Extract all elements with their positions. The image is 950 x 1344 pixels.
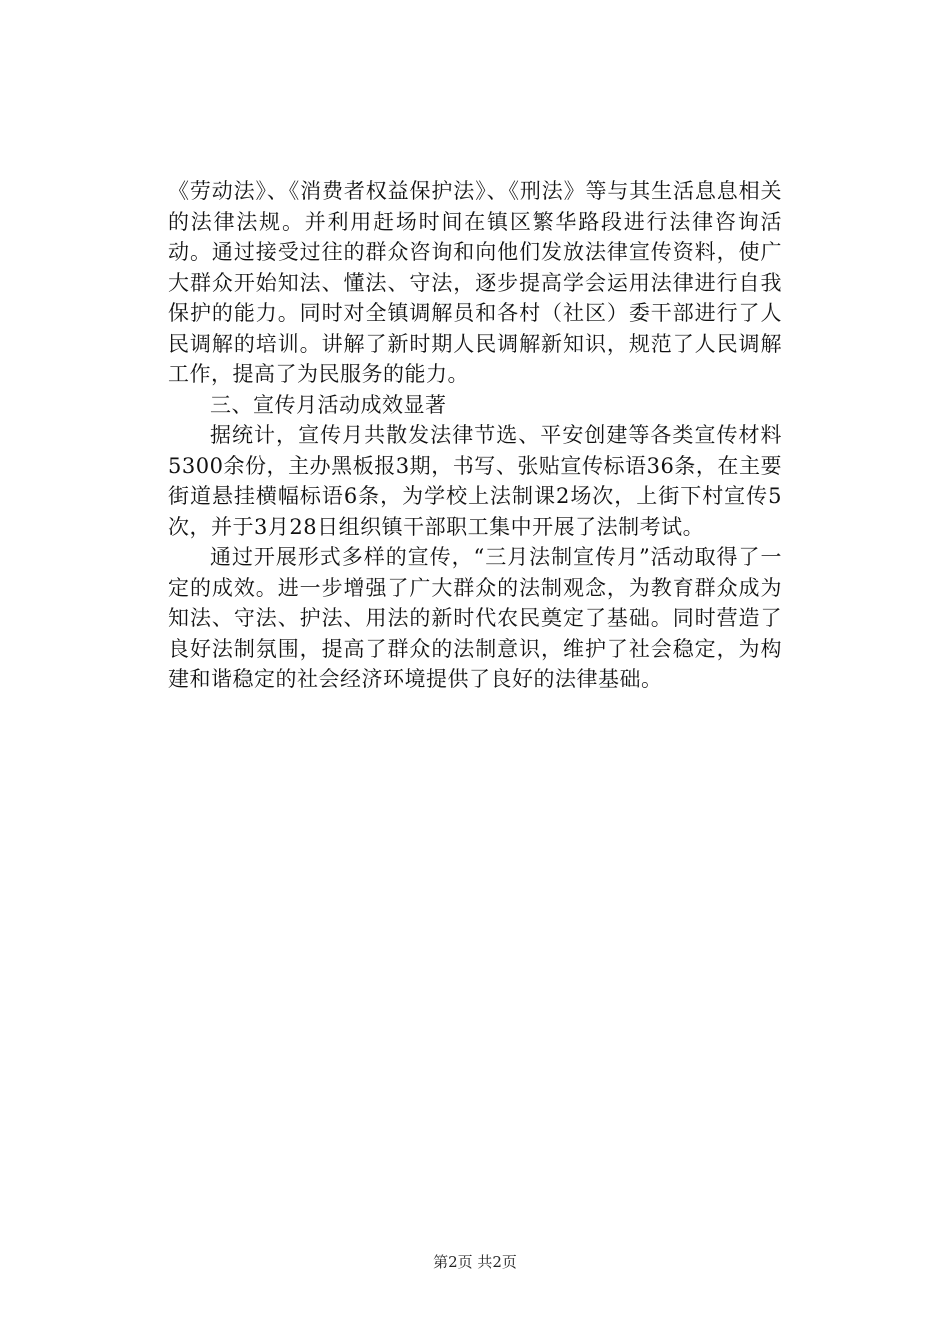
paragraph-statistics: 据统计，宣传月共散发法律节选、平安创建等各类宣传材料5300余份，主办黑板报3期，书写、张贴宣传标语36条，在主要街道悬挂横幅标语6条，为学校上法制课2场次，上街下村宣传5次，并于3月28日组织镇干部职工集中开展了法制考试。 [168,423,782,539]
page-footer: 第2页 共2页 [433,1253,517,1271]
document-body [168,176,782,695]
paragraph-conclusion: 通过开展形式多样的宣传，“三月法制宣传月”活动取得了一定的成效。进一步增强了广大群众的法制观念，为教育群众成为知法、守法、护法、用法的新时代农民奠定了基础。同时营造了良好法制氛围，提高了群众的法制意识，维护了社会稳定，为构建和谐稳定的社会经济环境提供了良好的法律基础。 [168,545,782,691]
paragraph-legal-activities: 《劳动法》、《消费者权益保护法》、《刑法》等与其生活息息相关的法律法规。并利用赶场时间在镇区繁华路段进行法律咨询活动。通过接受过往的群众咨询和向他们发放法律宣传资料，使广大群众开始知法、懂法、守法，逐步提高学会运用法律进行自我保护的能力。同时对全镇调解员和各村（社区）委干部进行了人民调解的培训。讲解了新时期人民调解新知识，规范了人民调解工作，提高了为民服务的能力。 [168,179,782,386]
section-heading: 三、宣传月活动成效显著 [210,392,447,417]
